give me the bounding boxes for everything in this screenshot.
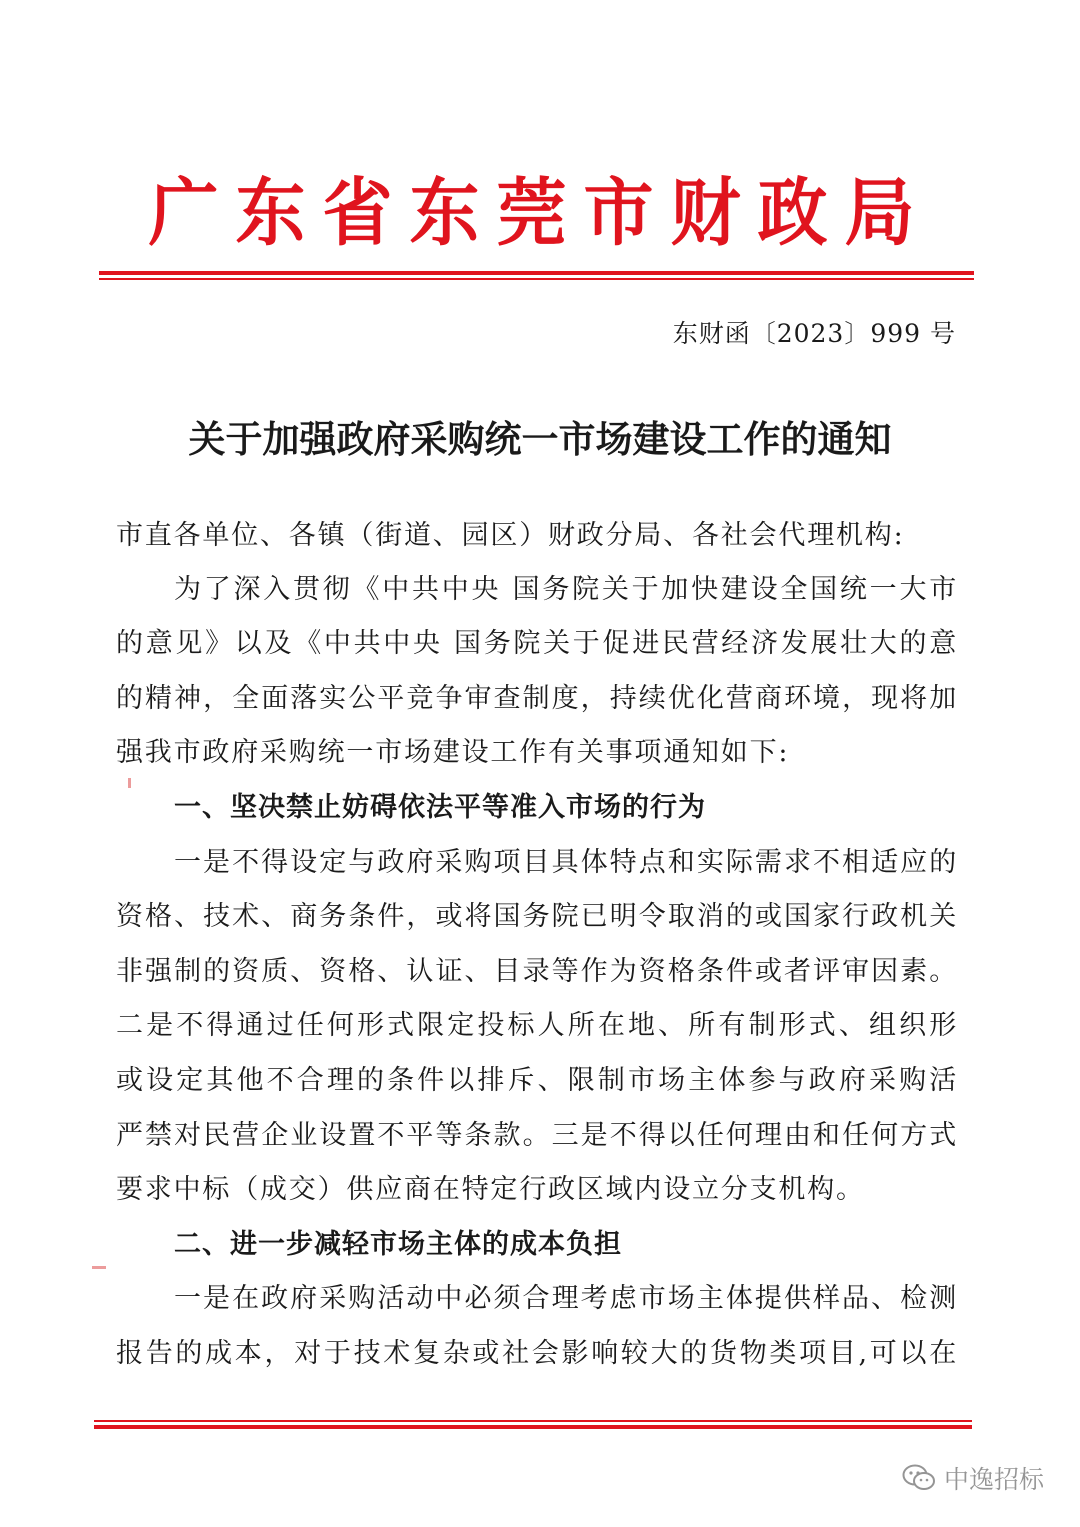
body-line: 或设定其他不合理的条件以排斥、限制市场主体参与政府采购活	[116, 1065, 958, 1096]
watermark-text: 中逸招标	[943, 1465, 1044, 1494]
footer-red-rule	[94, 1420, 972, 1429]
salutation: 市直各单位、各镇（街道、园区）财政分局、各社会代理机构:	[116, 520, 905, 551]
scan-speck	[92, 1266, 106, 1269]
body-line: 一是在政府采购活动中必须合理考虑市场主体提供样品、检测	[174, 1283, 958, 1314]
footer-red-rule-thin	[94, 1420, 972, 1422]
body-line: 一是不得设定与政府采购项目具体特点和实际需求不相适应的	[174, 847, 958, 878]
section-heading-2: 二、进一步减轻市场主体的成本负担	[174, 1229, 622, 1260]
body-line: 报告的成本，对于技术复杂或社会影响较大的货物类项目,可以在	[116, 1338, 958, 1369]
wechat-icon	[902, 1463, 936, 1493]
section-heading-1: 一、坚决禁止妨碍依法平等准入市场的行为	[174, 792, 706, 823]
document-body	[116, 0, 958, 1420]
body-line: 非强制的资质、资格、认证、目录等作为资格条件或者评审因素。	[116, 956, 958, 987]
body-line: 强我市政府采购统一市场建设工作有关事项通知如下:	[116, 737, 790, 768]
body-line: 的意见》以及《中共中央 国务院关于促进民营经济发展壮大的意	[116, 628, 958, 659]
footer-red-rule-thick	[94, 1425, 972, 1429]
document-title: 关于加强政府采购统一市场建设工作的通知	[188, 417, 892, 461]
body-line: 为了深入贯彻《中共中央 国务院关于加快建设全国统一大市	[174, 574, 958, 605]
issuer-title: 广东省东莞市财政局	[148, 169, 932, 257]
document-number: 东财函〔2023〕999 号	[672, 319, 956, 348]
body-line: 二是不得通过任何形式限定投标人所在地、所有制形式、组织形	[116, 1010, 958, 1041]
watermark	[902, 1458, 1044, 1498]
scan-speck	[128, 778, 131, 788]
body-line: 资格、技术、商务条件，或将国务院已明令取消的或国家行政机关	[116, 901, 958, 932]
body-line: 的精神，全面落实公平竞争审查制度，持续优化营商环境，现将加	[116, 683, 958, 714]
body-line: 要求中标（成交）供应商在特定行政区域内设立分支机构。	[116, 1174, 865, 1205]
body-line: 严禁对民营企业设置不平等条款。三是不得以任何理由和任何方式	[116, 1120, 958, 1151]
